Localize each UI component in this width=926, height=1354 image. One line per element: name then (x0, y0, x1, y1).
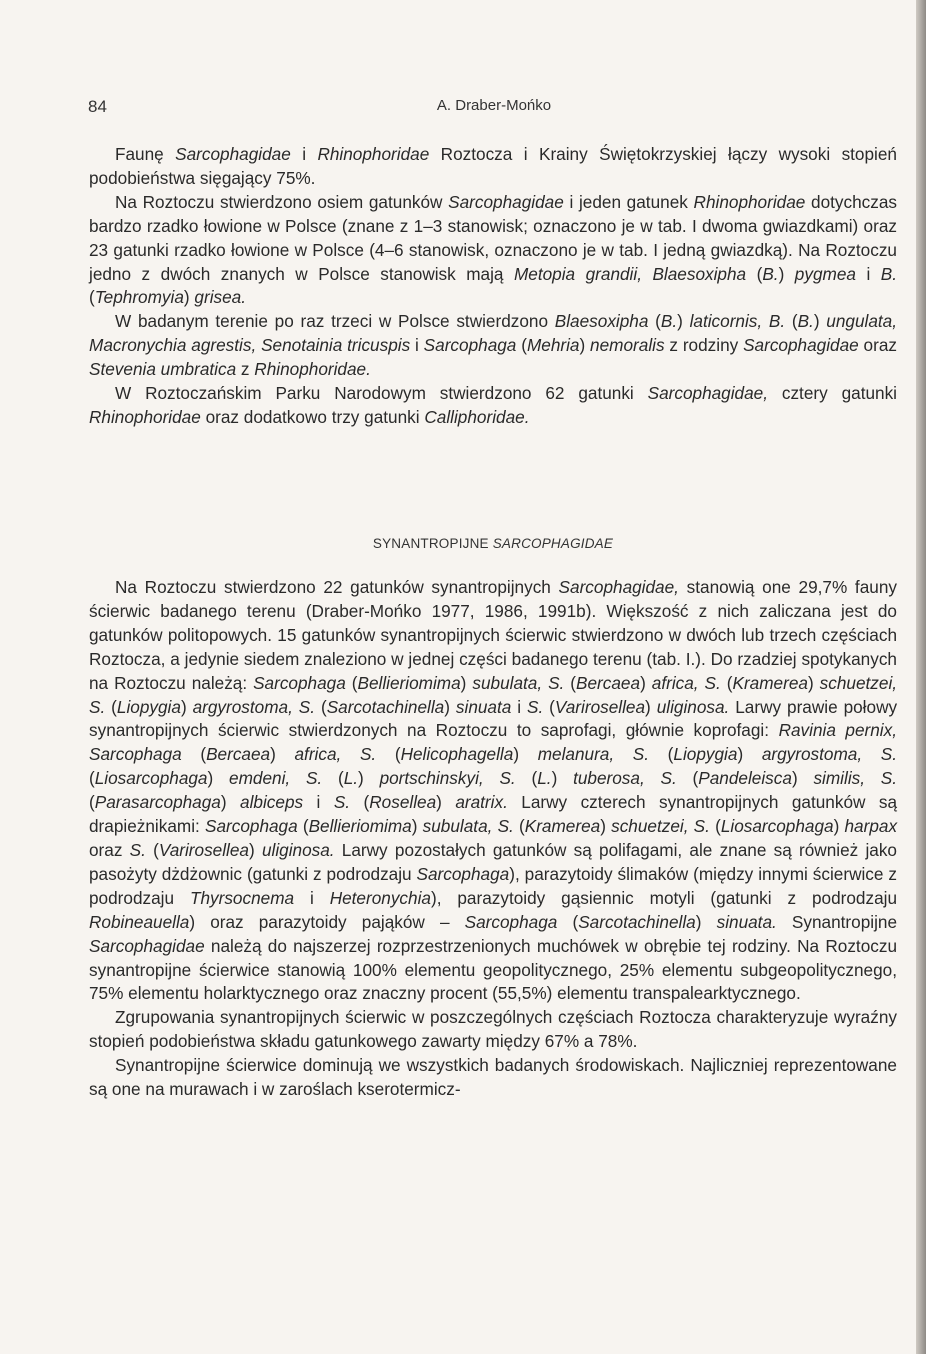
italic-run: uliginosa. (261, 839, 335, 860)
italic-run: Liosarcophaga (94, 768, 208, 789)
text-run: W badanym terenie po raz trzeci w Polsce stwierdzono (115, 311, 555, 332)
text-run: ) (640, 672, 652, 693)
italic-run: B. (880, 263, 897, 284)
text-run: ) (180, 696, 193, 717)
text-run: Larwy prawie połowy synantropijnych ścierwic stwierdzonych na Roztoczu to saprofagi, głównie koprofagi: (89, 696, 898, 741)
italic-run: grisea. (194, 287, 246, 308)
italic-run: Pandeleisca (698, 768, 792, 789)
text-run: ( (516, 335, 527, 356)
text-run: Na Roztoczu stwierdzono osiem gatunków (115, 191, 449, 212)
italic-run: Sarcophaga (253, 672, 346, 693)
italic-run: Sarcophagidae (448, 191, 564, 212)
text-run: oraz (858, 335, 897, 356)
text-run: ), parazytoidy gąsiennic motyli (gatunki z podrodzaju (430, 887, 897, 908)
text-run: ) (411, 816, 423, 837)
italic-run: Calliphoridae. (424, 406, 530, 427)
text-run: Zgrupowania synantropijnych ścierwic w poszczególnych częściach Roztocza charakteryzuje wyraźny stopień podobieństwa składu gatunkowego zawarty między 67% a 78%. (89, 1007, 897, 1052)
italic-run: Bellieriomima (357, 672, 461, 693)
italic-run: schuetzei, S. (89, 672, 898, 717)
italic-run: S. (333, 792, 351, 813)
italic-run: S. (527, 696, 544, 717)
italic-run: Thyrsocnema (189, 887, 295, 908)
text-run: Larwy czterech synantropijnych gatunków są drapieżnikami: (89, 792, 898, 837)
italic-run: subulata, S. (472, 672, 565, 693)
italic-run: pygmea (794, 263, 856, 284)
text-run: ( (322, 768, 344, 789)
italic-run: Rhinophoridae (317, 144, 430, 164)
italic-run: Blaesoxipha (554, 311, 649, 332)
italic-run: Metopia grandii, Blaesoxipha (513, 263, 747, 284)
text-run: dotychczas bardzo rzadko łowione w Polsce (znane z 1–3 stanowisk; oznaczono je w tab. I dwoma gwiazdkami) oraz 23 gatunki rzadko łowione w Polsce (4–6 stanowisk, oznaczono je w tab. I jedną gwiazdką). Na Roztoczu jedno z dwóch znanych w Polsce stanowisk mają (89, 191, 897, 284)
italic-run: Rhinophoridae (89, 406, 201, 427)
text-run: ) (270, 744, 295, 765)
italic-run: emdeni, S. (229, 768, 323, 789)
italic-run: L. (537, 768, 552, 789)
text-run: ) (645, 696, 657, 717)
section-heading (89, 536, 897, 551)
text-run: ( (181, 744, 207, 765)
text-run: ( (345, 672, 358, 693)
page-header (88, 97, 900, 123)
italic-run: Bercaea (576, 672, 641, 693)
text-run: z rodziny (664, 335, 744, 356)
text-run: ) (183, 287, 195, 308)
italic-run: B. (762, 263, 779, 284)
italic-run: L. (343, 768, 359, 789)
text-run: ( (297, 816, 309, 837)
italic-run: nemoralis (590, 335, 665, 356)
italic-run: Mehria (526, 335, 580, 356)
text-run: ) (551, 768, 574, 789)
text-run: cztery gatunki (768, 383, 897, 404)
italic-run: tuberosa, S. (573, 768, 677, 789)
text-run: ( (89, 287, 95, 308)
paragraph (89, 576, 897, 1006)
italic-run: Liosarcophaga (720, 816, 834, 837)
text-run: ( (543, 696, 555, 717)
text-run: ( (720, 672, 733, 693)
italic-run: Stevenia umbratica (89, 359, 237, 380)
italic-run: harpax (844, 816, 898, 837)
text-run: ) (737, 744, 762, 765)
text-run: ) (460, 672, 473, 693)
text-run: ) (513, 744, 538, 765)
italic-run: Kramerea (732, 672, 808, 693)
text-run: ( (709, 816, 721, 837)
text-run: ) (207, 768, 230, 789)
italic-run: Tephromyia (94, 287, 184, 308)
text-run: oraz (89, 839, 130, 860)
text-run: ( (676, 768, 699, 789)
text-run: Synantropijne ścierwice dominują we wszystkich badanych środowiskach. Najliczniej reprezentowane są one na murawach i w zaroślach kserotermicz- (89, 1055, 897, 1100)
italic-run: Heteronychia (329, 887, 431, 908)
paragraph (89, 1054, 897, 1102)
italic-run: Sarcophagidae (743, 335, 859, 356)
text-run: z (236, 359, 255, 380)
text-run: ( (315, 696, 327, 717)
text-run: ), parazytoidy ślimaków (między innymi ścierwice z podrodzaju (89, 863, 897, 908)
paragraph (89, 191, 897, 311)
italic-run: melanura, S. (537, 744, 650, 765)
italic-run: africa, S. (651, 672, 721, 693)
italic-run: Liopygia (673, 744, 738, 765)
italic-run: africa, S. (294, 744, 377, 765)
text-run: należą do najszerzej rozprzestrzenionych muchówek w obrębie tej rodziny. Na Roztoczu synantropijne ścierwice stanowią 100% elementu geopolitycznego, 25% elementu subgeopolitycznego, 75% elementu holarktycznego oraz znaczny procent (55,5%) elementu transpalearktycznego. (89, 935, 897, 1004)
text-run: ( (513, 816, 525, 837)
text-run: i (511, 696, 528, 717)
text-run: i (290, 144, 318, 164)
italic-run: Bellieriomima (308, 816, 412, 837)
italic-run: Kramerea (524, 816, 601, 837)
text-run: ( (785, 311, 798, 332)
italic-run: similis, S. (813, 768, 898, 789)
text-run: ( (648, 311, 661, 332)
text-run: Faunę (115, 144, 176, 164)
italic-run: Sarcophagidae, (647, 383, 769, 404)
paragraph (89, 382, 897, 430)
paragraph (89, 1006, 897, 1054)
text-run: ( (105, 696, 117, 717)
text-run: oraz dodatkowo trzy gatunki (200, 406, 425, 427)
text-run: i (410, 335, 424, 356)
italic-run: argyrostoma, S. (761, 744, 897, 765)
italic-run: Rhinophoridae. (254, 359, 371, 380)
text-run: ( (376, 744, 401, 765)
section-heading-italic: SARCOPHAGIDAE (492, 536, 614, 551)
text-run: i (855, 263, 881, 284)
text-run: stanowią one 29,7% fauny ścierwic badanego terenu (Draber-Mońko 1977, 1986, 1991b). Większość z nich zaliczana jest do gatunków politopowych. 15 gatunków synantropijnych ścierwic stwierdzono w dwóch lub trzech częściach Roztocza, a jedynie siedem znaleziono w jednej części badanego terenu (tab. I.). Do rzadziej spotykanych na Roztoczu należą: (89, 577, 897, 693)
text-run: ) (444, 696, 456, 717)
italic-run: Sarcophagidae (89, 935, 205, 956)
italic-run: sinuata (455, 696, 512, 717)
text-run: ( (350, 792, 370, 813)
text-run: i (303, 792, 334, 813)
italic-run: Sarcophaga (204, 816, 298, 837)
paragraph (89, 310, 897, 382)
text-run: ( (515, 768, 538, 789)
italic-run: Bercaea (206, 744, 271, 765)
italic-run: Parasarcophaga (94, 792, 221, 813)
text-run: ( (649, 744, 674, 765)
italic-run: S. (129, 839, 146, 860)
italic-run: Sarcophaga (423, 335, 517, 356)
italic-run: Liopygia (116, 696, 181, 717)
text-run: ) (791, 768, 814, 789)
italic-run: uliginosa. (656, 696, 730, 717)
italic-run: B. (660, 311, 678, 332)
text-run: ) (833, 816, 845, 837)
italic-run: Varirosellea (554, 696, 646, 717)
italic-run: Robineauella (89, 911, 190, 932)
italic-run: Ravinia pernix, Sarcophaga (89, 720, 897, 765)
italic-run: portschinskyi, S. (379, 768, 516, 789)
italic-run: Sarcophaga (464, 911, 558, 932)
paragraph (89, 143, 897, 191)
section-heading-text: SYNANTROPIJNE (372, 536, 493, 551)
italic-run: albiceps (240, 792, 304, 813)
text-run: ) (778, 263, 795, 284)
italic-run: Rosellea (369, 792, 437, 813)
italic-run: subulata, S. (422, 816, 514, 837)
text-run: ) (579, 335, 591, 356)
text-run: ) (600, 816, 612, 837)
italic-run: argyrostoma, S. (192, 696, 316, 717)
italic-run: ungulata, Macronychia agrestis, Senotainia tricuspis (89, 311, 898, 356)
text-run: ) (220, 792, 241, 813)
text-run: Larwy pozostałych gatunków są polifagami, ale znane są również jako pasożyty dżdżownic (gatunki z podrodzaju (89, 839, 897, 884)
italic-run: Varirosellea (158, 839, 249, 860)
page-edge-shadow (916, 0, 926, 1354)
italic-run: Sarcophaga (416, 863, 510, 884)
italic-run: Helicophagella (400, 744, 514, 765)
text-run: ) (807, 672, 820, 693)
italic-run: B. (797, 311, 814, 332)
italic-run: Sarcotachinella (326, 696, 445, 717)
italic-run: schuetzei, S. (611, 816, 710, 837)
text-run: ) (358, 768, 380, 789)
section-body-2 (89, 576, 897, 1102)
text-run: W Roztoczańskim Parku Narodowym stwierdzono 62 gatunki (115, 383, 648, 404)
italic-run: sinuata. (716, 911, 777, 932)
text-run: Synantropijne (776, 911, 898, 932)
text-run: ) oraz parazytoidy pająków – (189, 911, 465, 932)
text-run: ( (564, 672, 577, 693)
italic-run: Sarcophagidae (175, 144, 291, 164)
text-run: ) (249, 839, 262, 860)
section-body-1 (89, 143, 897, 430)
text-run: ( (746, 263, 763, 284)
italic-run: aratrix. (455, 792, 508, 813)
text-run: ( (89, 768, 95, 789)
page-number: 84 (88, 97, 107, 116)
italic-run: Rhinophoridae (693, 191, 806, 212)
text-run: ) (677, 311, 690, 332)
italic-run: laticornis, B. (689, 311, 786, 332)
text-run: ) (436, 792, 456, 813)
text-run: ( (145, 839, 159, 860)
text-run: Roztocza i Krainy Świętokrzyskiej łączy wysoki stopień podobieństwa sięgający 75%. (89, 144, 897, 188)
text-run: Na Roztoczu stwierdzono 22 gatunków synantropijnych (115, 577, 559, 597)
text-run: ) (695, 911, 717, 932)
text-run: ) (813, 311, 827, 332)
italic-run: Sarcotachinella (578, 911, 696, 932)
italic-run: Sarcophagidae, (558, 577, 679, 597)
text-run: ( (557, 911, 579, 932)
text-run: i jeden gatunek (563, 191, 694, 212)
text-run: i (294, 887, 330, 908)
text-run: ( (89, 792, 95, 813)
running-head: A. Draber-Mońko (436, 97, 552, 114)
